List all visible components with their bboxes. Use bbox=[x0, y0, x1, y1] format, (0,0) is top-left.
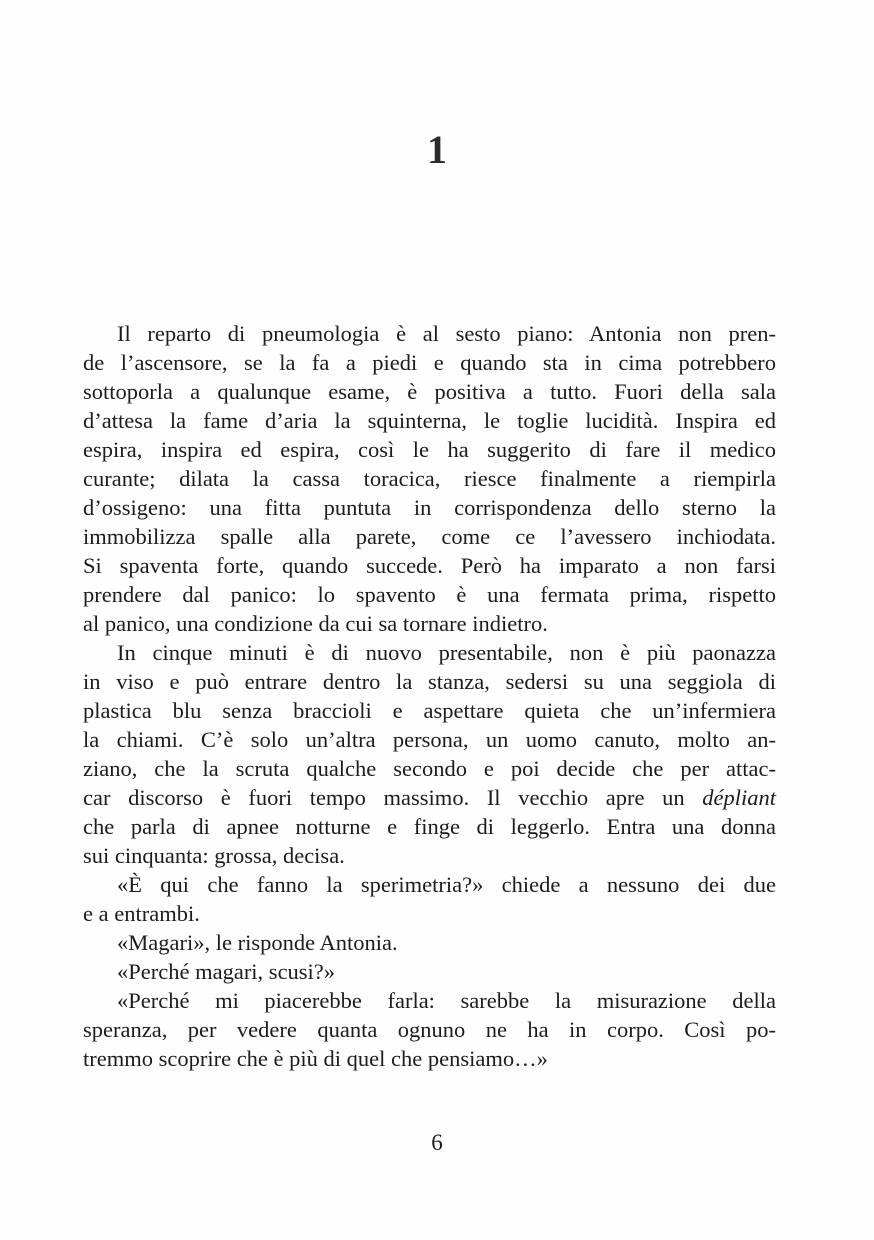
body-text bbox=[83, 319, 776, 1073]
text-line: «Perché mi piacerebbe farla: sarebbe la misurazione della bbox=[117, 988, 776, 1013]
text-line: immobilizza spalle alla parete, come ce l’avessero inchiodata. bbox=[83, 524, 776, 549]
paragraph bbox=[83, 870, 776, 928]
text-line: in viso e può entrare dentro la stanza, sedersi su una seggiola di bbox=[83, 669, 776, 694]
text-line: d’ossigeno: una fitta puntuta in corrispondenza dello sterno la bbox=[83, 495, 776, 520]
text-line: «È qui che fanno la sperimetria?» chiede a nessuno dei due bbox=[117, 872, 776, 897]
paragraph bbox=[83, 319, 776, 638]
text-line: la chiami. C’è solo un’altra persona, un uomo canuto, molto an- bbox=[83, 727, 776, 752]
text-line: tremmo scoprire che è più di quel che pensiamo…» bbox=[83, 1046, 548, 1071]
paragraph bbox=[83, 638, 776, 870]
paragraph bbox=[83, 986, 776, 1073]
text-line: Il reparto di pneumologia è al sesto piano: Antonia non pren- bbox=[117, 321, 776, 346]
text-line: che parla di apnee notturne e finge di leggerlo. Entra una donna bbox=[83, 814, 776, 839]
text-line: «Magari», le risponde Antonia. bbox=[117, 930, 398, 955]
text-line: speranza, per vedere quanta ognuno ne ha in corpo. Così po- bbox=[83, 1017, 776, 1042]
text-line: plastica blu senza braccioli e aspettare quieta che un’infermiera bbox=[83, 698, 776, 723]
text-line: In cinque minuti è di nuovo presentabile, non è più paonazza bbox=[117, 640, 776, 665]
text-line: d’attesa la fame d’aria la squinterna, le toglie lucidità. Inspira ed bbox=[83, 408, 776, 433]
text-line: sottoporla a qualunque esame, è positiva a tutto. Fuori della sala bbox=[83, 379, 776, 404]
text-line: espira, inspira ed espira, così le ha suggerito di fare il medico bbox=[83, 437, 776, 462]
text-line: al panico, una condizione da cui sa tornare indietro. bbox=[83, 611, 548, 636]
paragraph bbox=[83, 957, 776, 986]
text-line: prendere dal panico: lo spavento è una fermata prima, rispetto bbox=[83, 582, 776, 607]
text-line: sui cinquanta: grossa, decisa. bbox=[83, 843, 345, 868]
text-line: car discorso è fuori tempo massimo. Il vecchio apre un dépliant bbox=[83, 785, 776, 810]
chapter-number: 1 bbox=[427, 127, 447, 172]
text-line: de l’ascensore, se la fa a piedi e quando sta in cima potrebbero bbox=[83, 350, 776, 375]
text-line: ziano, che la scruta qualche secondo e poi decide che per attac- bbox=[83, 756, 776, 781]
text-line: e a entrambi. bbox=[83, 901, 200, 926]
page-number: 6 bbox=[431, 1130, 443, 1155]
text-line: «Perché magari, scusi?» bbox=[117, 959, 336, 984]
text-line: Si spaventa forte, quando succede. Però ha imparato a non farsi bbox=[83, 553, 776, 578]
text-line: curante; dilata la cassa toracica, riesce finalmente a riempirla bbox=[83, 466, 776, 491]
paragraph bbox=[83, 928, 776, 957]
